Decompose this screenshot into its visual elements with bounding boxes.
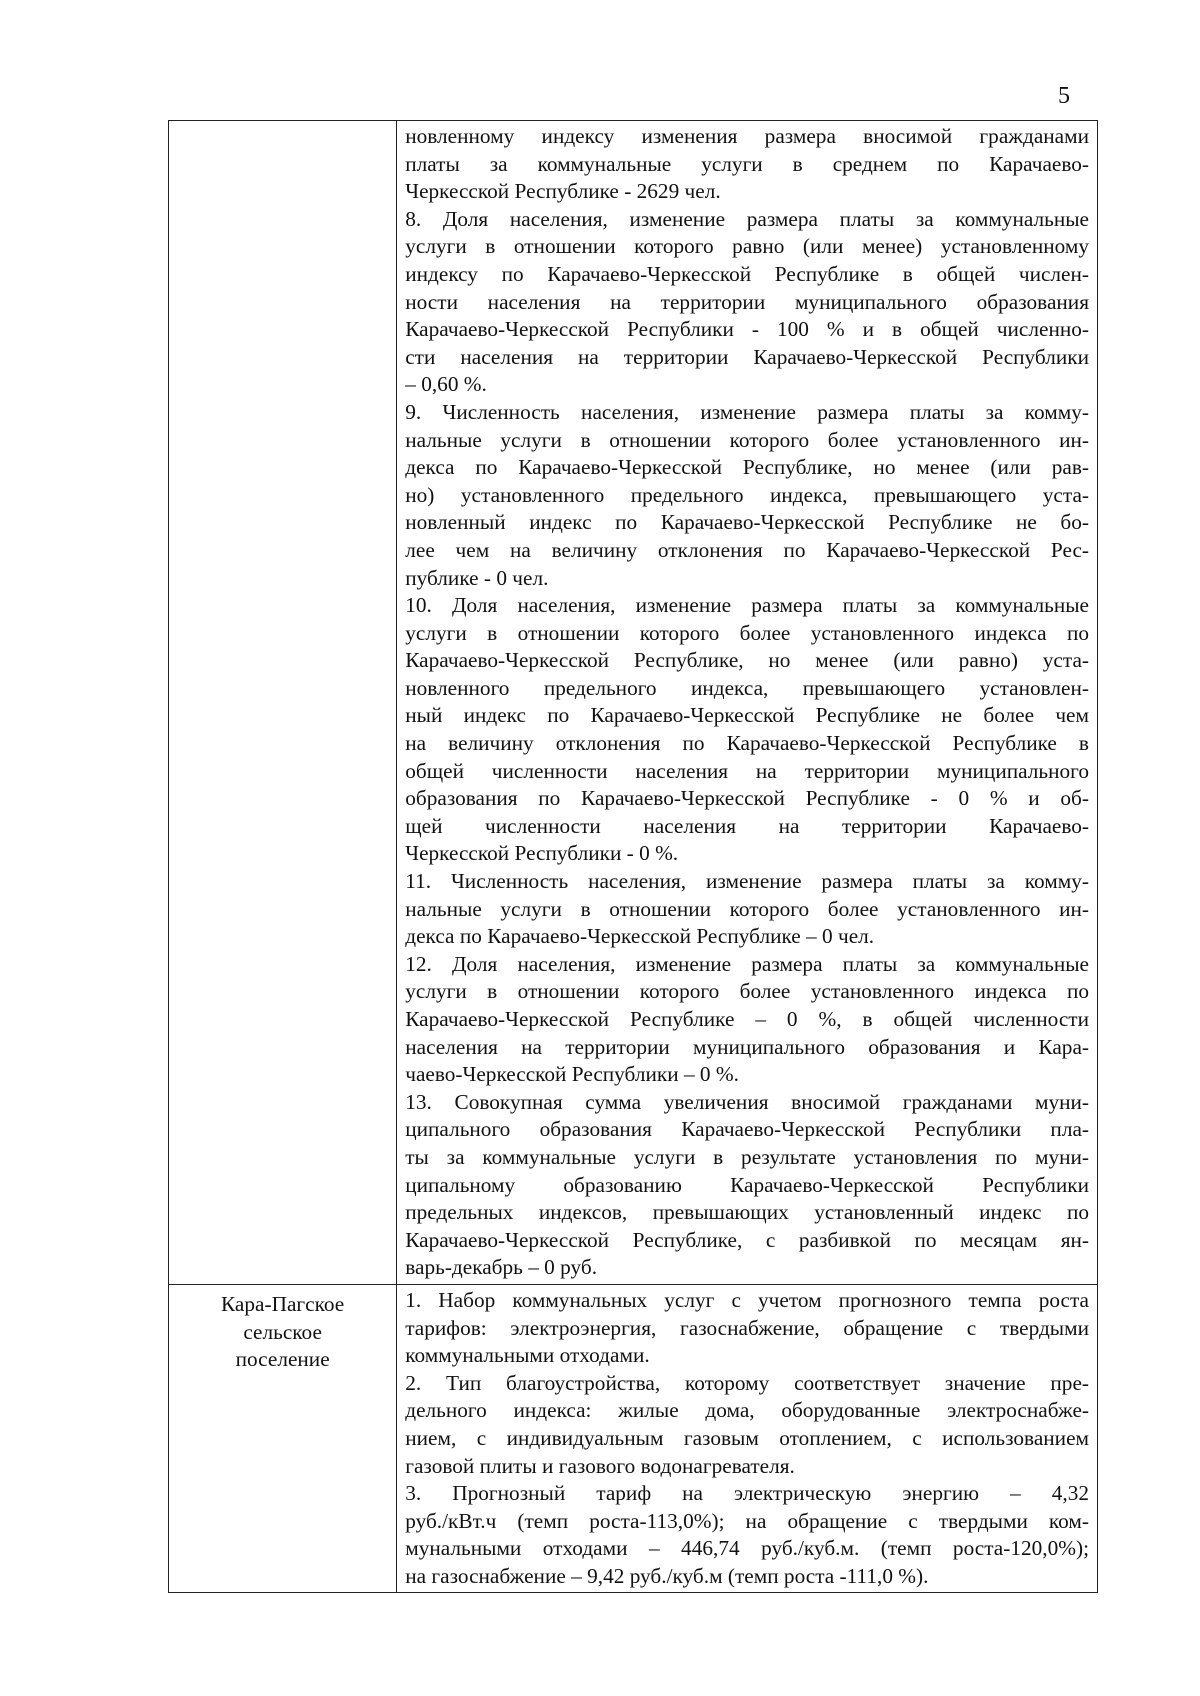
text-line: руб./кВт.ч (темп роста-113,0%); на обращение с твердыми ком- <box>405 1508 1089 1533</box>
indicator-paragraph <box>405 951 1089 1089</box>
municipality-name-cell <box>169 1284 397 1593</box>
text-line: на величину отклонения по Карачаево-Черкесской Республике в <box>405 731 1089 756</box>
indicator-paragraph <box>405 1370 1089 1480</box>
text-line: 8. Доля населения, изменение размера платы за коммунальные <box>405 206 1089 231</box>
indicator-paragraph <box>405 399 1089 592</box>
text-line: населения на территории муниципального образования и Кара- <box>405 1034 1089 1059</box>
text-line: публике - 0 чел. <box>405 565 549 590</box>
text-line: ности населения на территории муниципального образования <box>405 289 1089 314</box>
text-line: мунальными отходами – 446,74 руб./куб.м. (темп роста-120,0%); <box>405 1536 1089 1561</box>
page-number: 5 <box>1058 83 1070 109</box>
text-line: новленный индекс по Карачаево-Черкесской Республике не бо- <box>405 510 1089 535</box>
text-line: 13. Совокупная сумма увеличения вносимой гражданами муни- <box>405 1089 1089 1114</box>
text-line: услуги в отношении которого более установленного индекса по <box>405 620 1089 645</box>
text-line: дельного индекса: жилые дома, оборудованные электроснабже- <box>405 1398 1089 1423</box>
text-line: 12. Доля населения, изменение размера платы за коммунальные <box>405 951 1089 976</box>
text-line: лее чем на величину отклонения по Карачаево-Черкесской Рес- <box>405 537 1089 562</box>
text-line: образования по Карачаево-Черкесской Республике - 0 % и об- <box>405 786 1089 811</box>
text-line: общей численности населения на территории муниципального <box>405 758 1089 783</box>
text-line: тарифов: электроэнергия, газоснабжение, обращение с твердыми <box>405 1315 1089 1340</box>
municipality-name-line: поселение <box>235 1347 330 1372</box>
text-line: Черкесской Республике - 2629 чел. <box>405 179 721 204</box>
text-line: новленному индексу изменения размера вносимой гражданами <box>405 124 1089 148</box>
text-line: 1. Набор коммунальных услуг с учетом прогнозного темпа роста <box>405 1287 1089 1312</box>
text-line: ципального образования Карачаево-Черкесской Республики пла- <box>405 1117 1089 1142</box>
text-line: чаево-Черкесской Республики – 0 %. <box>405 1062 739 1087</box>
text-line: нием, с индивидуальным газовым отоплением, с использованием <box>405 1425 1089 1450</box>
text-line: 11. Численность населения, изменение размера платы за комму- <box>405 869 1089 894</box>
indicator-paragraph <box>405 592 1089 868</box>
municipality-name-line: сельское <box>243 1319 322 1344</box>
text-line: предельных индексов, превышающих установленный индекс по <box>405 1200 1089 1225</box>
text-line: 10. Доля населения, изменение размера платы за коммунальные <box>405 593 1089 618</box>
municipality-name-line: Кара-Пагское <box>221 1291 345 1316</box>
text-line: 9. Численность населения, изменение размера платы за комму- <box>405 399 1089 424</box>
text-line: 2. Тип благоустройства, которому соответствует значение пре- <box>405 1370 1089 1395</box>
table-body <box>169 121 1098 1593</box>
municipal-indices-table <box>168 120 1098 1593</box>
text-line: декса по Карачаево-Черкесской Республике – 0 чел. <box>405 924 875 949</box>
indicator-paragraph <box>405 1287 1089 1370</box>
text-line: Черкесской Республики - 0 %. <box>405 841 679 866</box>
text-line: но) установленного предельного индекса, превышающего уста- <box>405 482 1089 507</box>
text-line: на газоснабжение – 9,42 руб./куб.м (темп роста -111,0 %). <box>405 1563 929 1588</box>
text-line: ты за коммунальные услуги в результате установления по муни- <box>405 1144 1089 1169</box>
text-line: услуги в отношении которого более установленного индекса по <box>405 979 1089 1004</box>
text-line: ный индекс по Карачаево-Черкесской Республике не более чем <box>405 703 1089 728</box>
text-line: декса по Карачаево-Черкесской Республике, но менее (или рав- <box>405 455 1089 480</box>
text-line: – 0,60 %. <box>405 372 487 397</box>
text-line: услуги в отношении которого равно (или менее) установленному <box>405 234 1089 259</box>
text-line: индексу по Карачаево-Черкесской Республике в общей числен- <box>405 261 1089 286</box>
indicator-paragraph <box>405 868 1089 951</box>
text-line: варь-декабрь – 0 руб. <box>405 1255 598 1280</box>
text-line: Карачаево-Черкесской Республике, но менее (или равно) уста- <box>405 648 1089 673</box>
table-row <box>169 1284 1098 1593</box>
indicator-paragraph <box>405 206 1089 399</box>
indicators-cell <box>397 121 1098 1285</box>
text-line: Карачаево-Черкесской Республике, с разбивкой по месяцам ян- <box>405 1227 1089 1252</box>
municipality-name-cell <box>169 121 397 1285</box>
text-line: 3. Прогнозный тариф на электрическую энергию – 4,32 <box>405 1481 1089 1506</box>
indicator-paragraph <box>405 1480 1089 1590</box>
text-line: газовой плиты и газового водонагревателя. <box>405 1453 795 1478</box>
text-line: сти населения на территории Карачаево-Черкесской Республики <box>405 344 1089 369</box>
text-line: новленного предельного индекса, превышающего установлен- <box>405 675 1089 700</box>
text-line: нальные услуги в отношении которого более установленного ин- <box>405 427 1089 452</box>
text-line: нальные услуги в отношении которого более установленного ин- <box>405 896 1089 921</box>
text-line: платы за коммунальные услуги в среднем по Карачаево- <box>405 151 1089 176</box>
text-line: ципальному образованию Карачаево-Черкесской Республики <box>405 1172 1089 1197</box>
text-line: щей численности населения на территории Карачаево- <box>405 813 1089 838</box>
indicator-paragraph <box>405 1089 1089 1282</box>
indicators-cell <box>397 1284 1098 1593</box>
indicator-paragraph <box>405 123 1089 206</box>
text-line: коммунальными отходами. <box>405 1343 650 1368</box>
table-row <box>169 121 1098 1285</box>
text-line: Карачаево-Черкесской Республике – 0 %, в общей численности <box>405 1007 1089 1031</box>
text-line: Карачаево-Черкесской Республики - 100 % и в общей численно- <box>405 317 1089 342</box>
